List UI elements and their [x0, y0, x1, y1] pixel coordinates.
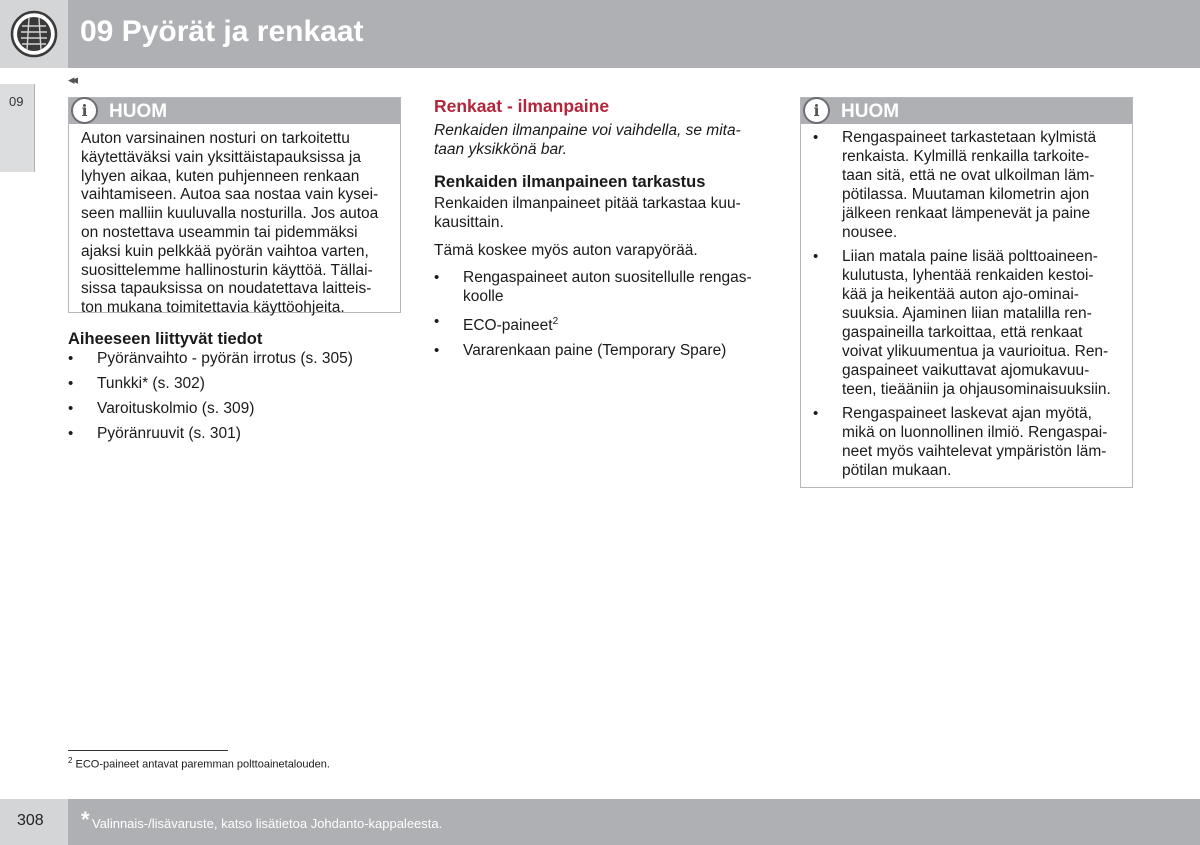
note-text: Auton varsinainen nosturi on tarkoitettu käytettäväksi vain yksittäistapauksissa ja lyhyen aikaa, kuten puhjenneen renkaan vaihtamiseen. Autoa saa nostaa vain kysei- seen malliin kuuluvalla nosturilla. Jos autoa on nostettava useammin tai pidemmäksi ajaksi kuin pelkkää pyörän vaihtoa varten, suosittelemme hallinosturin käyttöä. Tällai- sissa tapauksissa on noudatettava laitteis- ton mukana toimitettavia käyttöohjeita. [81, 130, 379, 317]
pressure-list [434, 268, 764, 360]
info-icon: i [803, 97, 830, 124]
related-link-warning-triangle[interactable]: • Varoituskolmio (s. 309) [68, 399, 398, 418]
note-bullet-list [813, 128, 1121, 480]
page-number: 308 [17, 812, 44, 829]
related-link-wheel-bolts[interactable]: • Pyöränruuvit (s. 301) [68, 424, 398, 443]
pressure-list-item: • Vararenkaan paine (Temporary Spare) [434, 341, 764, 360]
note-bullet-item: • Liian matala paine lisää polttoaineen- kulutusta, lyhentää renkaiden kestoi- kää ja heikentää auton ajo-ominai- suuksia. Ajaminen liian matalilla ren- gaspaineilla tarkoittaa, että renkaat voivat ylikuumentua ja vaurioitua. Ren- gaspaineet vaikuttavat ajomukavuu- teen, tieääniin ja ohjausominaisuuksiin. [813, 247, 1121, 399]
note-header [69, 98, 400, 124]
chapter-header [0, 0, 1200, 68]
note-label: HUOM [841, 101, 900, 122]
section-title: Renkaat - ilmanpaine [434, 96, 610, 116]
footnote-marker[interactable]: 2 [552, 316, 559, 327]
footer-bar [68, 799, 1200, 845]
note-header [801, 98, 1132, 124]
chapter-title: 09 Pyörät ja renkaat [80, 15, 364, 48]
page-footer [0, 799, 1200, 845]
note-bullet-item: • Rengaspaineet laskevat ajan myötä, mikä on luonnollinen ilmiö. Rengaspai- neet myös vaihtelevat ympäristön läm- pötilan mukaan. [813, 404, 1121, 480]
footer-text: Valinnais-/lisävaruste, katso lisätietoa Johdanto-kappaleesta. [92, 816, 443, 831]
related-heading: Aiheeseen liittyvät tiedot [68, 330, 263, 348]
star-icon: * [81, 807, 90, 832]
note-label: HUOM [109, 101, 168, 122]
note-box-jack [68, 97, 401, 317]
footnote [68, 756, 330, 771]
chapter-icon-box [0, 0, 68, 68]
related-list [68, 349, 398, 443]
footnote-number: 2 [68, 756, 73, 765]
footnote-text: ECO-paineet antavat paremman polttoainetalouden. [72, 758, 330, 771]
back-arrows-icon[interactable]: ◂◂ [68, 72, 76, 87]
chapter-side-tab-label: 09 [9, 94, 24, 109]
section-intro: Renkaiden ilmanpaine voi vaihdella, se mita- taan yksikkönä bar. [434, 122, 741, 158]
eco-label: ECO-paineet [463, 317, 553, 335]
chapter-side-tab[interactable] [0, 84, 35, 172]
related-link-jack[interactable]: • Tunkki* (s. 302) [68, 374, 398, 393]
related-link-wheel-change[interactable]: • Pyöränvaihto - pyörän irrotus (s. 305) [68, 349, 398, 368]
check-paragraph: Renkaiden ilmanpaineet pitää tarkastaa kuu- kausittain. [434, 195, 741, 231]
spare-paragraph: Tämä koskee myös auton varapyörää. [434, 242, 698, 259]
note-bullet-item: • Rengaspaineet tarkastetaan kylmistä renkaista. Kylmillä renkailla tarkoite- taan sitä, että ne ovat ulkoilman läm- pötilassa. Muutaman kilometrin ajon jälkeen renkaat lämpenevät ja paine nousee. [813, 128, 1121, 242]
footnote-rule [68, 750, 228, 751]
pressure-list-item: • Rengaspaineet auton suositellulle rengas- koolle [434, 268, 764, 306]
info-icon: i [71, 97, 98, 124]
check-heading: Renkaiden ilmanpaineen tarkastus [434, 173, 706, 191]
pressure-list-item [434, 312, 764, 335]
tire-icon [10, 10, 58, 58]
note-box-pressure [800, 97, 1133, 488]
page-number-box [0, 799, 68, 845]
